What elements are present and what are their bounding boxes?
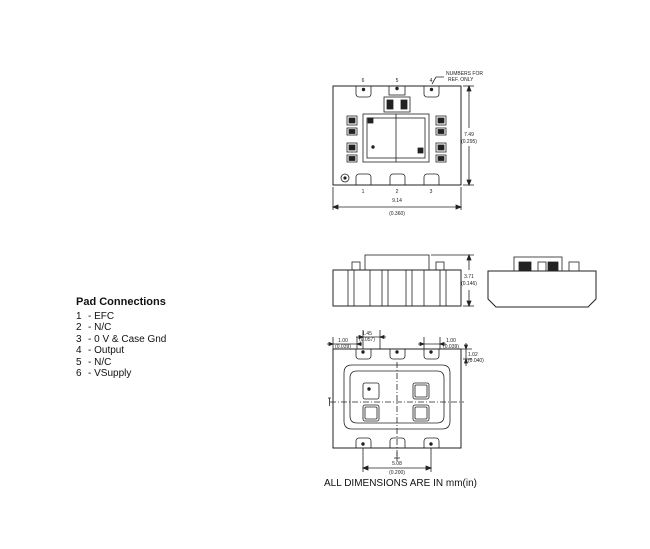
dim-right-mm: 1.00	[446, 338, 456, 344]
end-view-component	[548, 262, 558, 271]
side-view-body	[333, 270, 461, 306]
die-mark	[418, 148, 423, 153]
contact-pad-inner	[365, 407, 377, 419]
pad-connection-item	[76, 368, 166, 379]
contact-pad-inner	[415, 385, 427, 397]
pad-connections-list	[76, 311, 166, 379]
pad-connection-item	[76, 322, 166, 333]
side-component-fill	[438, 130, 444, 134]
pad-dot	[430, 88, 433, 91]
pad-connection-item	[76, 334, 166, 345]
width-dim-mm: 9.14	[392, 198, 402, 204]
side-component	[436, 262, 444, 270]
pad-dot	[362, 443, 365, 446]
die-mark	[368, 118, 373, 123]
dim-side-mm: 1.02	[468, 352, 478, 358]
pad-label: - VSupply	[88, 368, 132, 380]
pad-number: 4	[76, 345, 82, 357]
pad-number: 6	[76, 368, 82, 380]
side-component	[352, 262, 360, 270]
pad-label: - N/C	[88, 322, 112, 334]
side-view-labels	[461, 274, 477, 287]
pad-connections-title: Pad Connections	[76, 296, 166, 308]
pad-dot	[430, 443, 433, 446]
pad-connection-item	[76, 345, 166, 356]
end-view-component	[538, 262, 546, 271]
pad-connection-item	[76, 357, 166, 368]
dim-right-in: (0.039)	[443, 344, 459, 350]
pad-dot	[368, 388, 371, 391]
pin-label-6: 6	[361, 78, 365, 84]
side-component-fill	[438, 145, 444, 150]
pin-label-2: 2	[395, 189, 399, 195]
side-view	[333, 255, 474, 306]
component-block	[401, 100, 407, 109]
component-block	[387, 100, 393, 109]
dimensions-note: ALL DIMENSIONS ARE IN mm(in)	[324, 478, 477, 489]
pin-label-1: 1	[361, 189, 365, 195]
top-view	[333, 77, 474, 210]
side-component-fill	[349, 118, 355, 123]
pad-label: - EFC	[88, 311, 115, 322]
bottom-pad-2	[390, 174, 405, 185]
pin-label-5: 5	[395, 78, 399, 84]
side-component-fill	[349, 130, 355, 134]
end-view-component	[519, 262, 531, 271]
top-view-labels	[362, 71, 484, 217]
pin-label-3: 3	[429, 189, 433, 195]
pad-dot	[362, 351, 365, 354]
bottom-view-labels	[335, 331, 484, 476]
contact-pad-inner	[415, 407, 427, 419]
pad-label: - 0 V & Case Gnd	[88, 333, 167, 345]
pad-connection-item	[76, 311, 166, 322]
height-dim-mm: 7.49	[464, 132, 474, 138]
end-view-component	[569, 262, 579, 271]
top-view-outline	[333, 86, 461, 185]
dim-left-mm: 1.00	[338, 338, 348, 344]
pad-number: 5	[76, 356, 82, 368]
bottom-view	[327, 330, 472, 472]
side-component-fill	[349, 157, 355, 161]
top-pad-4	[424, 86, 439, 97]
side-height-in: (0.146)	[461, 281, 477, 287]
ref-note-line1: NUMBERS FOR	[446, 71, 483, 77]
side-component-fill	[438, 118, 444, 123]
pad-dot	[396, 351, 399, 354]
pin1-marker-dot	[344, 177, 346, 179]
height-dim-in: (0.295)	[461, 139, 477, 145]
width-dim-in: (0.360)	[389, 211, 405, 217]
end-view	[488, 257, 596, 307]
dim-left-in: (0.039)	[335, 344, 351, 350]
ref-note-line2: REF. ONLY	[448, 77, 474, 83]
pad-label: - N/C	[88, 356, 112, 368]
side-view-lid	[365, 255, 429, 270]
side-component-fill	[438, 157, 444, 161]
end-view-body	[488, 271, 596, 307]
pad-dot	[362, 88, 365, 91]
note-leader	[429, 77, 444, 84]
side-height-mm: 3.71	[464, 274, 474, 280]
dim-side-in: (0.040)	[468, 358, 484, 364]
pad-number: 3	[76, 333, 82, 345]
pad-dot	[430, 351, 433, 354]
dim-pitch-mm: 1.45	[362, 331, 372, 337]
dim-span-mm: 5.08	[392, 461, 402, 467]
bottom-pad-3	[424, 174, 439, 185]
dim-pitch-in: (0.057)	[359, 337, 375, 343]
side-component-fill	[349, 145, 355, 150]
bottom-pad-1	[356, 174, 371, 185]
pad-number: 1	[76, 311, 82, 322]
die-dot	[372, 146, 375, 149]
contact-pad	[363, 383, 379, 399]
pin-label-4: 4	[429, 78, 433, 84]
dim-span-in: (0.200)	[389, 470, 405, 476]
top-pad-6	[356, 86, 371, 97]
pad-dot	[396, 87, 399, 90]
centerline-mark	[394, 452, 400, 461]
pad-label: - Output	[88, 345, 125, 357]
pad-number: 2	[76, 322, 82, 334]
bottom-view-pad	[390, 438, 405, 448]
